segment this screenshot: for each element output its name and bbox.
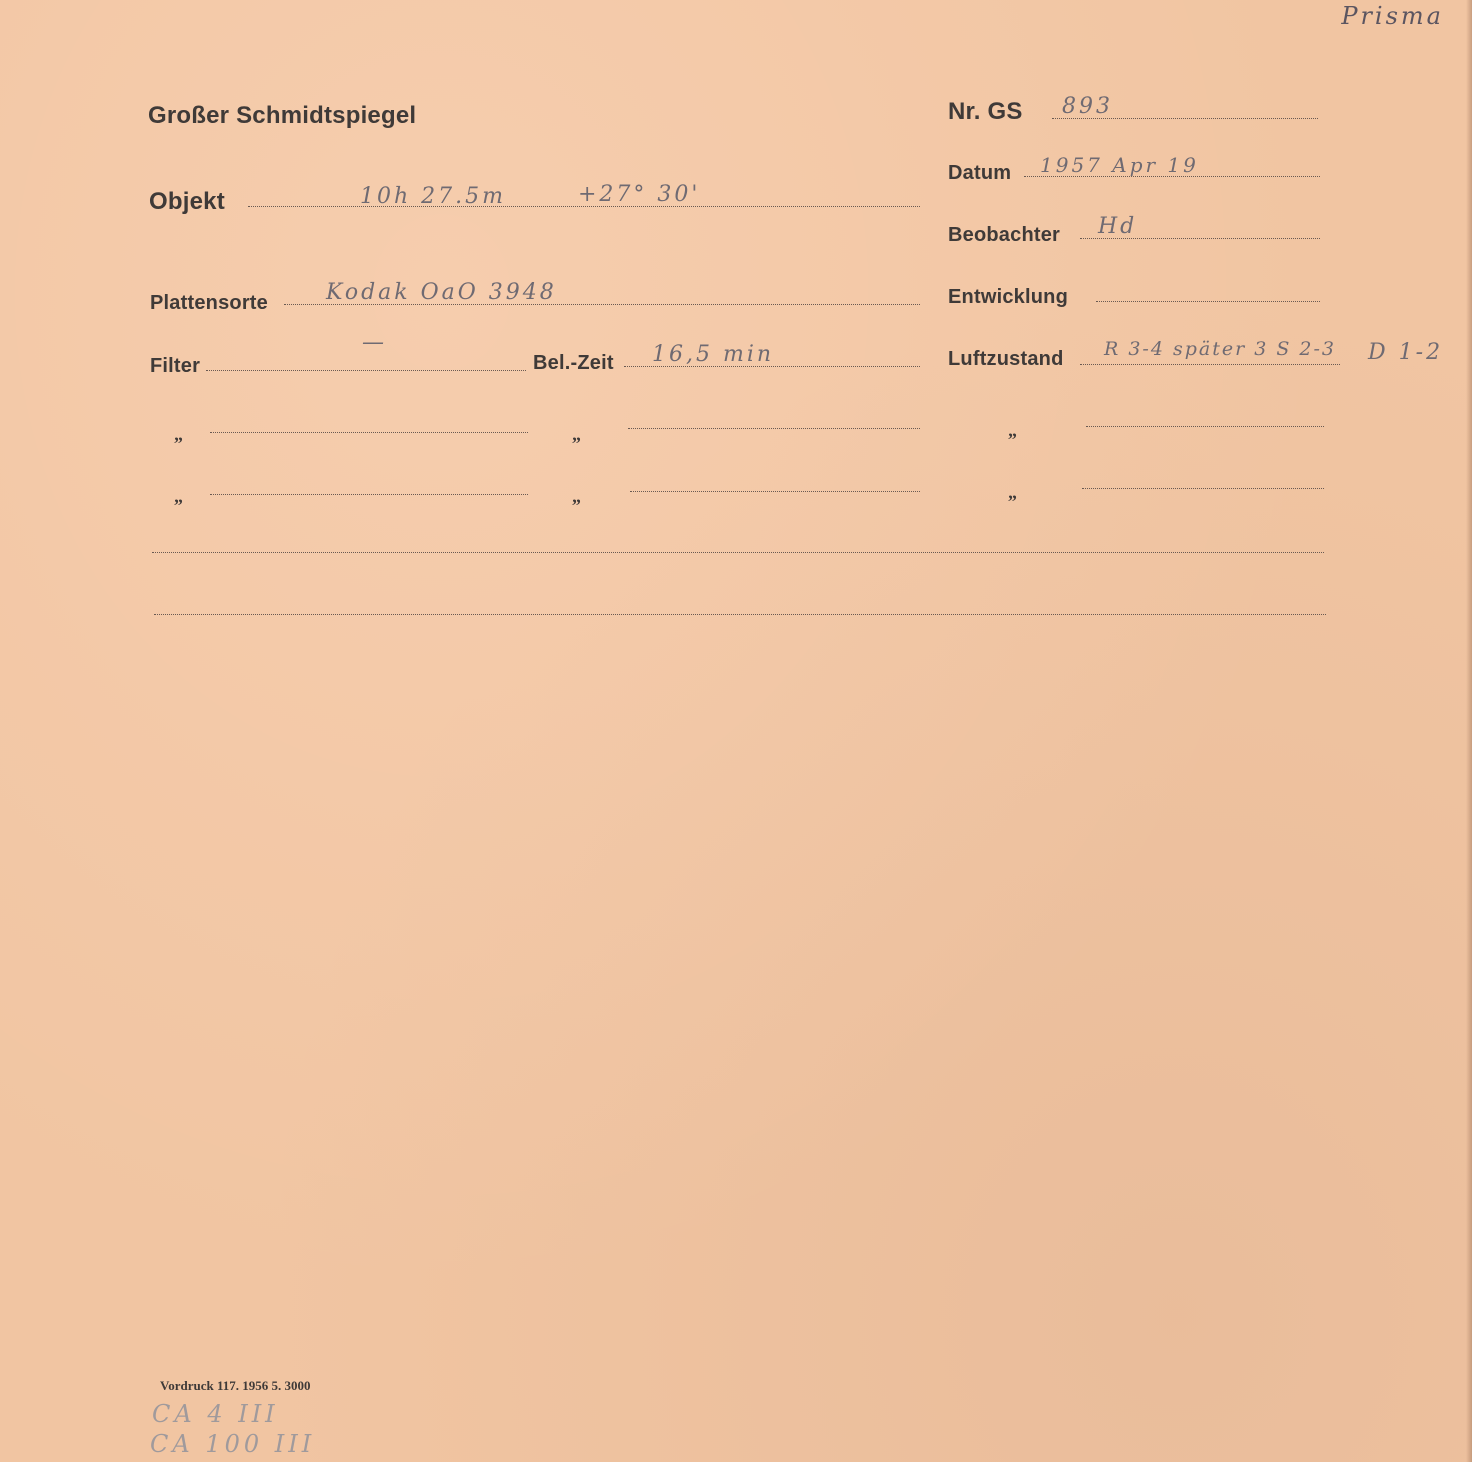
ditto-mark: „ <box>572 424 581 444</box>
ditto-line <box>1082 488 1324 489</box>
belzeit-line <box>624 366 920 367</box>
luftzustand-line <box>1080 364 1340 365</box>
beobachter-line <box>1080 238 1320 239</box>
entwicklung-label: Entwicklung <box>948 286 1068 308</box>
ditto-line <box>210 432 528 433</box>
entwicklung-line <box>1096 301 1320 302</box>
nr-line <box>1052 118 1318 119</box>
form-title: Großer Schmidtspiegel <box>148 102 417 129</box>
plattensorte-label: Plattensorte <box>150 292 268 314</box>
nr-value: 893 <box>1062 94 1113 119</box>
ditto-mark: „ <box>1008 420 1017 440</box>
ditto-mark: „ <box>1008 482 1017 502</box>
datum-line <box>1024 176 1320 177</box>
filter-value: — <box>362 330 387 355</box>
beobachter-label: Beobachter <box>948 224 1061 246</box>
ditto-mark: „ <box>572 486 581 506</box>
pencil-note: CA 4 III <box>152 1400 279 1428</box>
ditto-line <box>630 491 920 492</box>
notes-line <box>154 614 1326 615</box>
belzeit-value: 16,5 min <box>652 342 775 367</box>
print-note: Vordruck 117. 1956 5. 3000 <box>160 1378 311 1393</box>
plattensorte-value: Kodak OaO 3948 <box>326 280 557 305</box>
objekt-value-ra: 10h 27.5m <box>360 184 507 209</box>
datum-value: 1957 Apr 19 <box>1040 153 1199 177</box>
objekt-line <box>248 206 920 207</box>
corner-note: Prisma <box>1341 2 1444 30</box>
notes-line <box>152 552 1324 553</box>
ditto-mark: „ <box>174 424 183 444</box>
objekt-label: Objekt <box>149 188 225 215</box>
belzeit-label: Bel.-Zeit <box>533 352 614 374</box>
ditto-line <box>628 428 920 429</box>
nr-label: Nr. GS <box>948 98 1023 125</box>
luftzustand-value: R 3-4 später 3 S 2-3 <box>1104 338 1337 360</box>
objekt-value-dec: +27° 30' <box>578 182 701 207</box>
sheet-edge <box>1466 0 1472 1462</box>
ditto-line <box>1086 426 1324 427</box>
filter-label: Filter <box>150 355 201 377</box>
datum-label: Datum <box>948 162 1012 184</box>
plattensorte-line <box>284 304 920 305</box>
pencil-note: CA 100 III <box>150 1430 316 1458</box>
beobachter-value: Hd <box>1098 214 1138 239</box>
luftzustand-extra: D 1-2 <box>1368 340 1444 365</box>
ditto-mark: „ <box>174 486 183 506</box>
luftzustand-label: Luftzustand <box>948 348 1064 370</box>
ditto-line <box>210 494 528 495</box>
filter-line <box>206 370 526 371</box>
